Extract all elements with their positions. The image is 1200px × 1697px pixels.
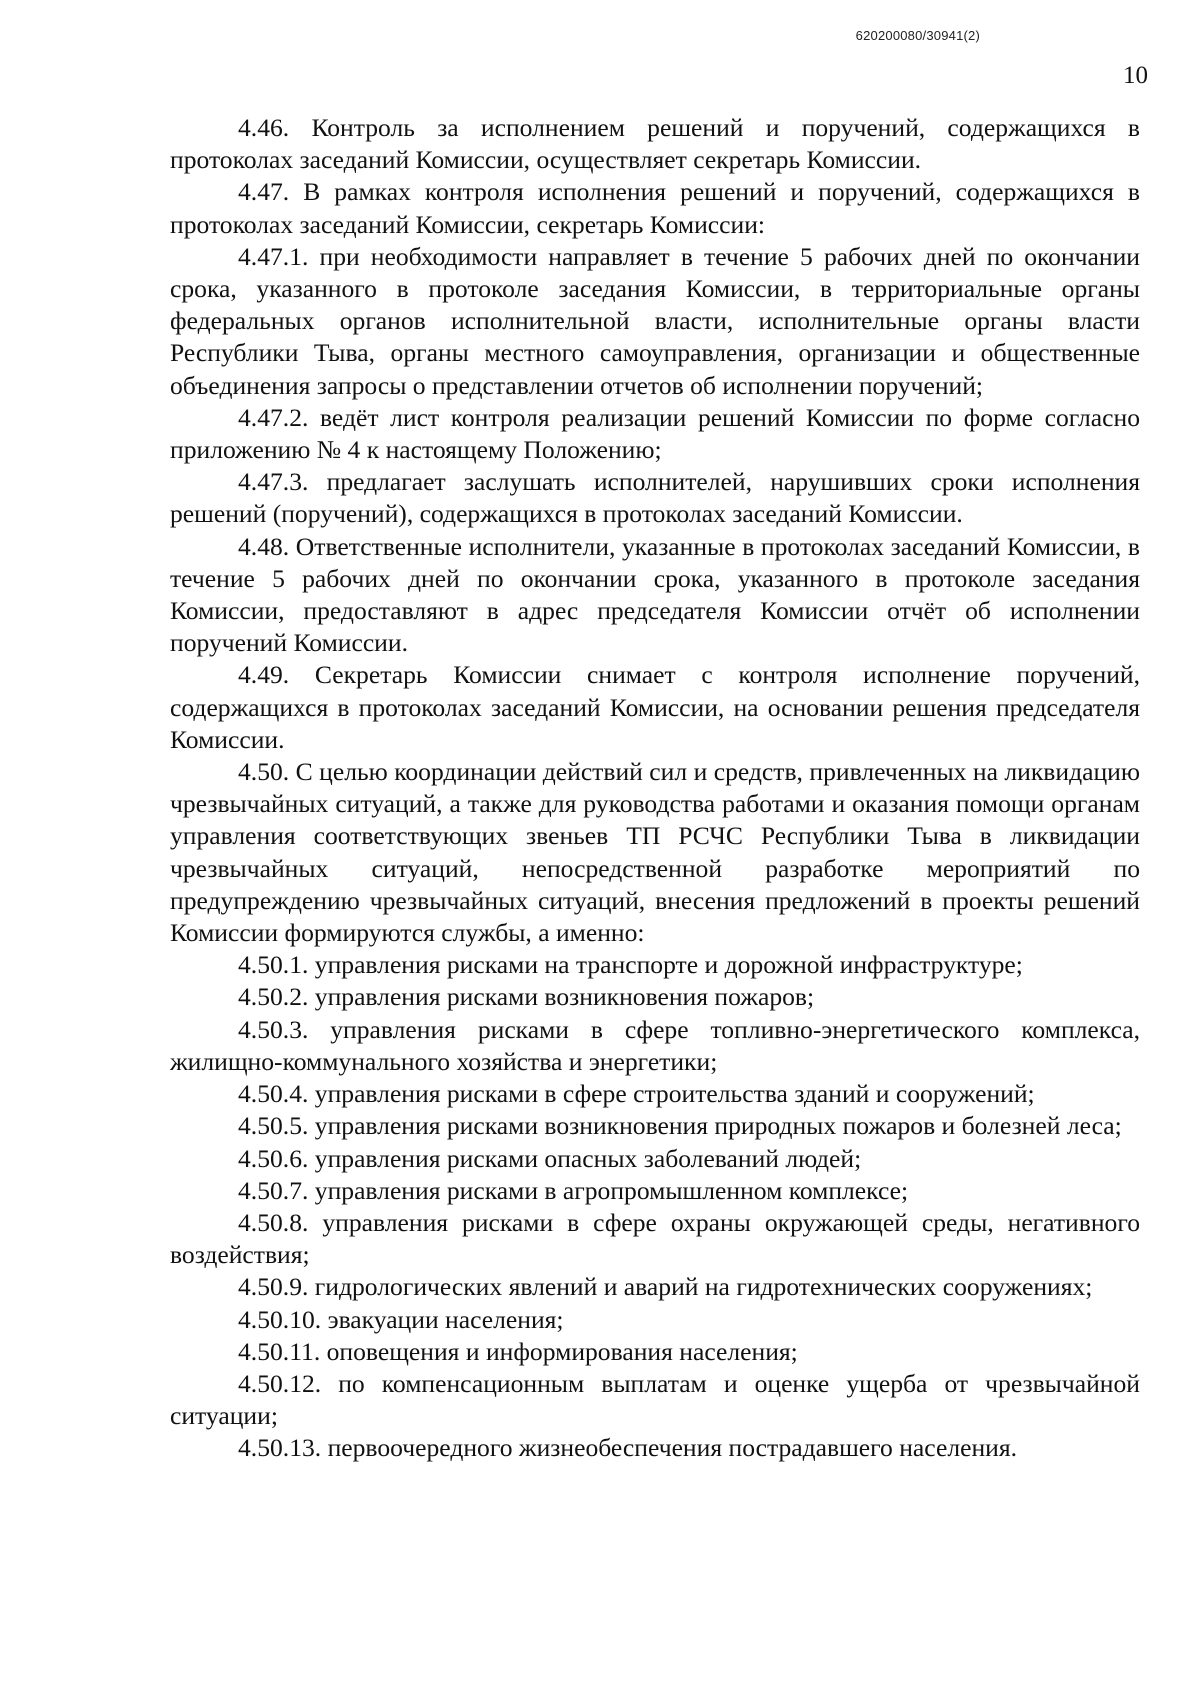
paragraph-4-47-3: 4.47.3. предлагает заслушать исполнителей, нарушивших сроки исполнения решений (поручений), содержащихся в протоколах заседаний Комиссии. [170, 467, 1140, 529]
paragraph-4-47: 4.47. В рамках контроля исполнения решений и поручений, содержащихся в протоколах заседаний Комиссии, секретарь Комиссии: [170, 177, 1140, 239]
paragraph-4-50-3: 4.50.3. управления рисками в сфере топливно-энергетического комплекса, жилищно-коммунального хозяйства и энергетики; [170, 1014, 1140, 1076]
paragraph-4-47-1: 4.47.1. при необходимости направляет в течение 5 рабочих дней по окончании срока, указанного в протоколе заседания Комиссии, в территориальные органы федеральных органов исполнительной власти, исполнительные органы власти Республики Тыва, органы местного самоуправления, организации и общественные объединения запросы о представлении отчетов об исполнении поручений; [170, 241, 1140, 400]
paragraph-4-50-8: 4.50.8. управления рисками в сфере охраны окружающей среды, негативного воздействия; [170, 1207, 1140, 1270]
paragraph-4-50-1: 4.50.1. управления рисками на транспорте и дорожной инфраструктуре; [238, 950, 1023, 980]
paragraph-4-50-13: 4.50.13. первоочередного жизнеобеспечения пострадавшего населения. [238, 1433, 1018, 1463]
paragraph-4-50-12: 4.50.12. по компенсационным выплатам и оценке ущерба от чрезвычайной ситуации; [170, 1368, 1140, 1431]
paragraph-4-50-7: 4.50.7. управления рисками в агропромышленном комплексе; [238, 1175, 909, 1205]
paragraph-4-48: 4.48. Ответственные исполнители, указанные в протоколах заседаний Комиссии, в течение 5 рабочих дней по окончании срока, указанного в протоколе заседания Комиссии, предоставляют в адрес председателя Комиссии отчёт об исполнении поручений Комиссии. [170, 531, 1140, 658]
paragraph-4-50-4: 4.50.4. управления рисками в сфере строительства зданий и сооружений; [238, 1079, 1035, 1109]
paragraph-4-47-2: 4.47.2. ведёт лист контроля реализации решений Комиссии по форме согласно приложению № 4 к настоящему Положению; [170, 402, 1140, 465]
page-number: 10 [1123, 62, 1148, 89]
paragraph-4-50-6: 4.50.6. управления рисками опасных заболеваний людей; [238, 1143, 862, 1173]
paragraph-4-50: 4.50. С целью координации действий сил и средств, привлеченных на ликвидацию чрезвычайных ситуаций, а также для руководства работами и оказания помощи органам управления соответствующих звеньев ТП РСЧС Республики Тыва в ликвидации чрезвычайных ситуаций, непосредственной разработке мероприятий по предупреждению чрезвычайных ситуаций, внесения предложений в проекты решений Комиссии формируются службы, а именно: [170, 757, 1140, 948]
document-body [170, 112, 1140, 1465]
paragraph-4-50-11: 4.50.11. оповещения и информирования населения; [238, 1336, 798, 1366]
paragraph-4-49: 4.49. Секретарь Комиссии снимает с контроля исполнение поручений, содержащихся в протоколах заседаний Комиссии, на основании решения председателя Комиссии. [170, 660, 1140, 754]
paragraph-4-50-10: 4.50.10. эвакуации населения; [238, 1304, 564, 1334]
paragraph-4-50-9: 4.50.9. гидрологических явлений и аварий на гидротехнических сооружениях; [238, 1272, 1093, 1302]
document-id: 620200080/30941(2) [855, 28, 980, 43]
paragraph-4-50-2: 4.50.2. управления рисками возникновения пожаров; [238, 982, 815, 1012]
paragraph-4-50-5: 4.50.5. управления рисками возникновения природных пожаров и болезней леса; [238, 1111, 1122, 1141]
paragraph-4-46: 4.46. Контроль за исполнением решений и поручений, содержащихся в протоколах заседаний Комиссии, осуществляет секретарь Комиссии. [170, 113, 1140, 175]
